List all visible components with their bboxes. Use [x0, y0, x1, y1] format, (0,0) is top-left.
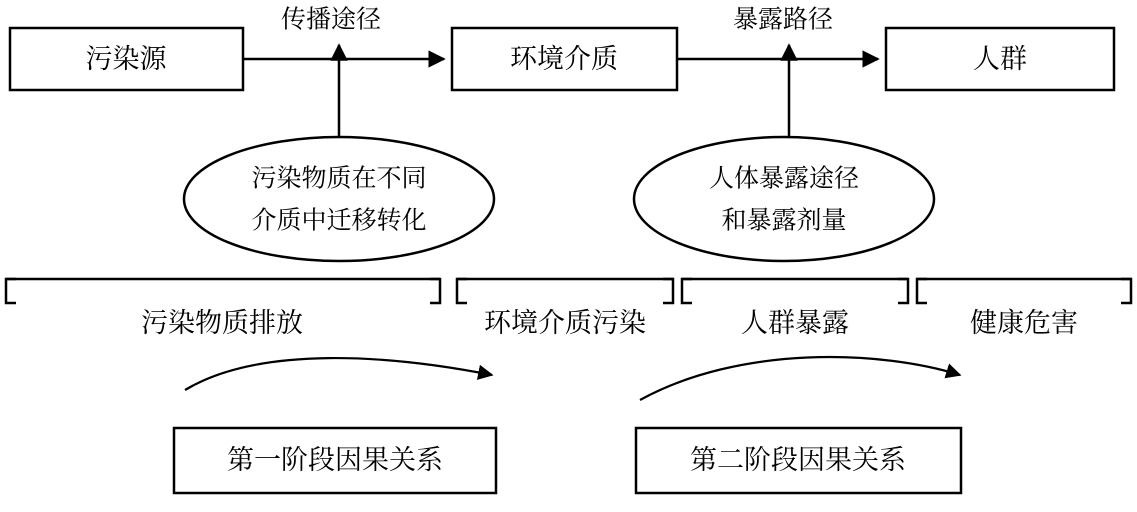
- stage-label-medium-pollution: 环境介质污染: [484, 308, 646, 339]
- ellipse-migration-line1: 污染物质在不同: [251, 164, 427, 193]
- box-population-label: 人群: [973, 44, 1027, 75]
- ellipse-human-exposure-line1: 人体暴露途径: [708, 164, 860, 193]
- bracket-right-2: [663, 279, 673, 303]
- stage-label-health-hazard: 健康危害: [970, 308, 1078, 339]
- box-medium-label: 环境介质: [510, 44, 618, 75]
- phase-two-label: 第二阶段因果关系: [690, 445, 906, 476]
- curve-phase-two: [640, 357, 960, 400]
- ellipse-human-exposure: [634, 137, 934, 261]
- curve-phase-one: [185, 358, 492, 390]
- edge-label-transmission: 传播途径: [280, 5, 382, 34]
- ellipse-human-exposure-line2: 和暴露剂量: [721, 206, 847, 235]
- stage-label-emission: 污染物质排放: [141, 308, 303, 339]
- bracket-left-1: [6, 279, 16, 303]
- bracket-right-1: [430, 279, 440, 303]
- bracket-left-2: [457, 279, 467, 303]
- ellipse-migration-line2: 介质中迁移转化: [251, 206, 427, 235]
- stage-label-crowd-exposure: 人群暴露: [741, 308, 849, 339]
- box-source-label: 污染源: [85, 44, 167, 75]
- bracket-left-4: [917, 279, 927, 303]
- bracket-right-4: [1121, 279, 1131, 303]
- bracket-right-3: [898, 279, 908, 303]
- bracket-left-3: [682, 279, 692, 303]
- edge-label-exposure: 暴露路径: [732, 5, 834, 34]
- phase-one-label: 第一阶段因果关系: [227, 445, 443, 476]
- ellipse-migration: [184, 137, 494, 261]
